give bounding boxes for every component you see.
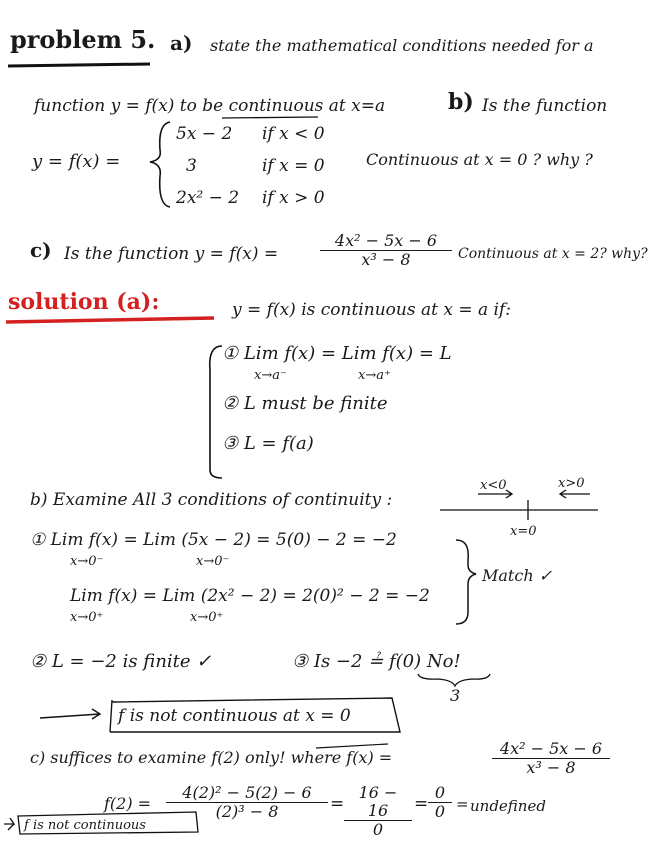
eq1-numerator: 16 − 16 bbox=[344, 784, 412, 821]
problem-heading: problem 5. bbox=[10, 25, 156, 54]
condition-1-sub-right: x→a⁺ bbox=[358, 368, 391, 383]
part-a-label: a) bbox=[170, 31, 193, 55]
part-c-text: Is the function y = f(x) = bbox=[64, 244, 279, 264]
piece-1-cond: if x < 0 bbox=[262, 124, 325, 144]
condition-1-sub-left: x→a⁻ bbox=[254, 368, 287, 383]
eq1-denominator: 0 bbox=[372, 820, 384, 839]
limit-left-line: ① Lim f(x) = Lim (5x − 2) = 5(0) − 2 = −2 bbox=[30, 530, 397, 550]
solution-a-label: solution (a): bbox=[8, 289, 160, 315]
limit-right-sub-1: x→0⁺ bbox=[70, 610, 104, 625]
conclusion-b: f is not continuous at x = 0 bbox=[118, 706, 351, 726]
limit-right-sub-2: x→0⁺ bbox=[190, 610, 224, 625]
eq1-fraction bbox=[344, 784, 412, 839]
f0-brace bbox=[418, 674, 490, 686]
eq2-denominator: 0 bbox=[434, 802, 446, 821]
piece-3-cond: if x > 0 bbox=[262, 188, 325, 208]
part-a-text: state the mathematical conditions needed for a bbox=[210, 36, 594, 55]
axis-mid-label: x=0 bbox=[510, 524, 537, 539]
solution-c-intro: c) suffices to examine f(2) only! where f(x) = bbox=[30, 748, 393, 767]
conclusion-c: f is not continuous bbox=[24, 818, 146, 833]
piecewise-brace bbox=[150, 122, 170, 207]
piece-2-cond: if x = 0 bbox=[262, 156, 325, 176]
part-b-text: Is the function bbox=[482, 96, 608, 116]
condition-3: ③ L = f(a) bbox=[222, 433, 314, 454]
part-b-question: Continuous at x = 0 ? why ? bbox=[366, 150, 593, 169]
eq2-numerator: 0 bbox=[428, 784, 452, 803]
part-c-numerator: 4x² − 5x − 6 bbox=[320, 232, 452, 251]
piece-1-expr: 5x − 2 bbox=[176, 124, 233, 144]
f2-fraction bbox=[166, 784, 328, 821]
part-c-denominator: x³ − 8 bbox=[361, 250, 411, 269]
solution-c-fraction bbox=[492, 740, 610, 777]
axis-right-label: x>0 bbox=[558, 476, 585, 491]
solution-underline bbox=[6, 318, 214, 322]
axis-left-label: x<0 bbox=[480, 478, 507, 493]
condition-1: ① Lim f(x) = Lim f(x) = L bbox=[222, 343, 452, 364]
heading-underline bbox=[8, 64, 150, 66]
f0-value: 3 bbox=[450, 686, 461, 705]
part-a-text-2: function y = f(x) to be continuous at x=a bbox=[34, 96, 386, 116]
limit-left-sub-1: x→0⁻ bbox=[70, 554, 104, 569]
condition-2: ② L must be finite bbox=[222, 393, 388, 414]
part-b-label: b) bbox=[448, 89, 474, 115]
f2-label: f(2) = bbox=[104, 794, 152, 813]
continuous-underline bbox=[222, 117, 318, 118]
fa-check: ③ Is −2 ≟ f(0) No! bbox=[292, 651, 461, 672]
solution-b-intro: b) Examine All 3 conditions of continuity : bbox=[30, 490, 393, 510]
finite-check: ② L = −2 is finite ✓ bbox=[30, 651, 212, 672]
solution-c-numerator: 4x² − 5x − 6 bbox=[492, 740, 610, 759]
implies-arrow-icon bbox=[40, 709, 100, 719]
f2-numerator: 4(2)² − 5(2) − 6 bbox=[166, 784, 328, 803]
eq2-fraction bbox=[428, 784, 452, 821]
match-note: Match ✓ bbox=[482, 566, 553, 585]
conditions-brace bbox=[210, 346, 222, 478]
y-equals: y = f(x) = bbox=[32, 151, 121, 172]
part-c-fraction bbox=[320, 232, 452, 269]
match-brace bbox=[456, 540, 476, 624]
limit-right-line: Lim f(x) = Lim (2x² − 2) = 2(0)² − 2 = −2 bbox=[70, 586, 430, 606]
undefined-note: undefined bbox=[470, 797, 546, 815]
piece-2-expr: 3 bbox=[186, 156, 197, 176]
implies-arrow-c-icon bbox=[4, 818, 14, 830]
limit-left-sub-2: x→0⁻ bbox=[196, 554, 230, 569]
piece-3-expr: 2x² − 2 bbox=[176, 188, 240, 208]
part-c-tail: Continuous at x = 2? why? bbox=[458, 246, 648, 262]
part-c-label: c) bbox=[30, 238, 52, 262]
solution-a-intro: y = f(x) is continuous at x = a if: bbox=[232, 300, 511, 320]
f2-denominator: (2)³ − 8 bbox=[215, 802, 279, 821]
solution-c-denominator: x³ − 8 bbox=[526, 758, 576, 777]
